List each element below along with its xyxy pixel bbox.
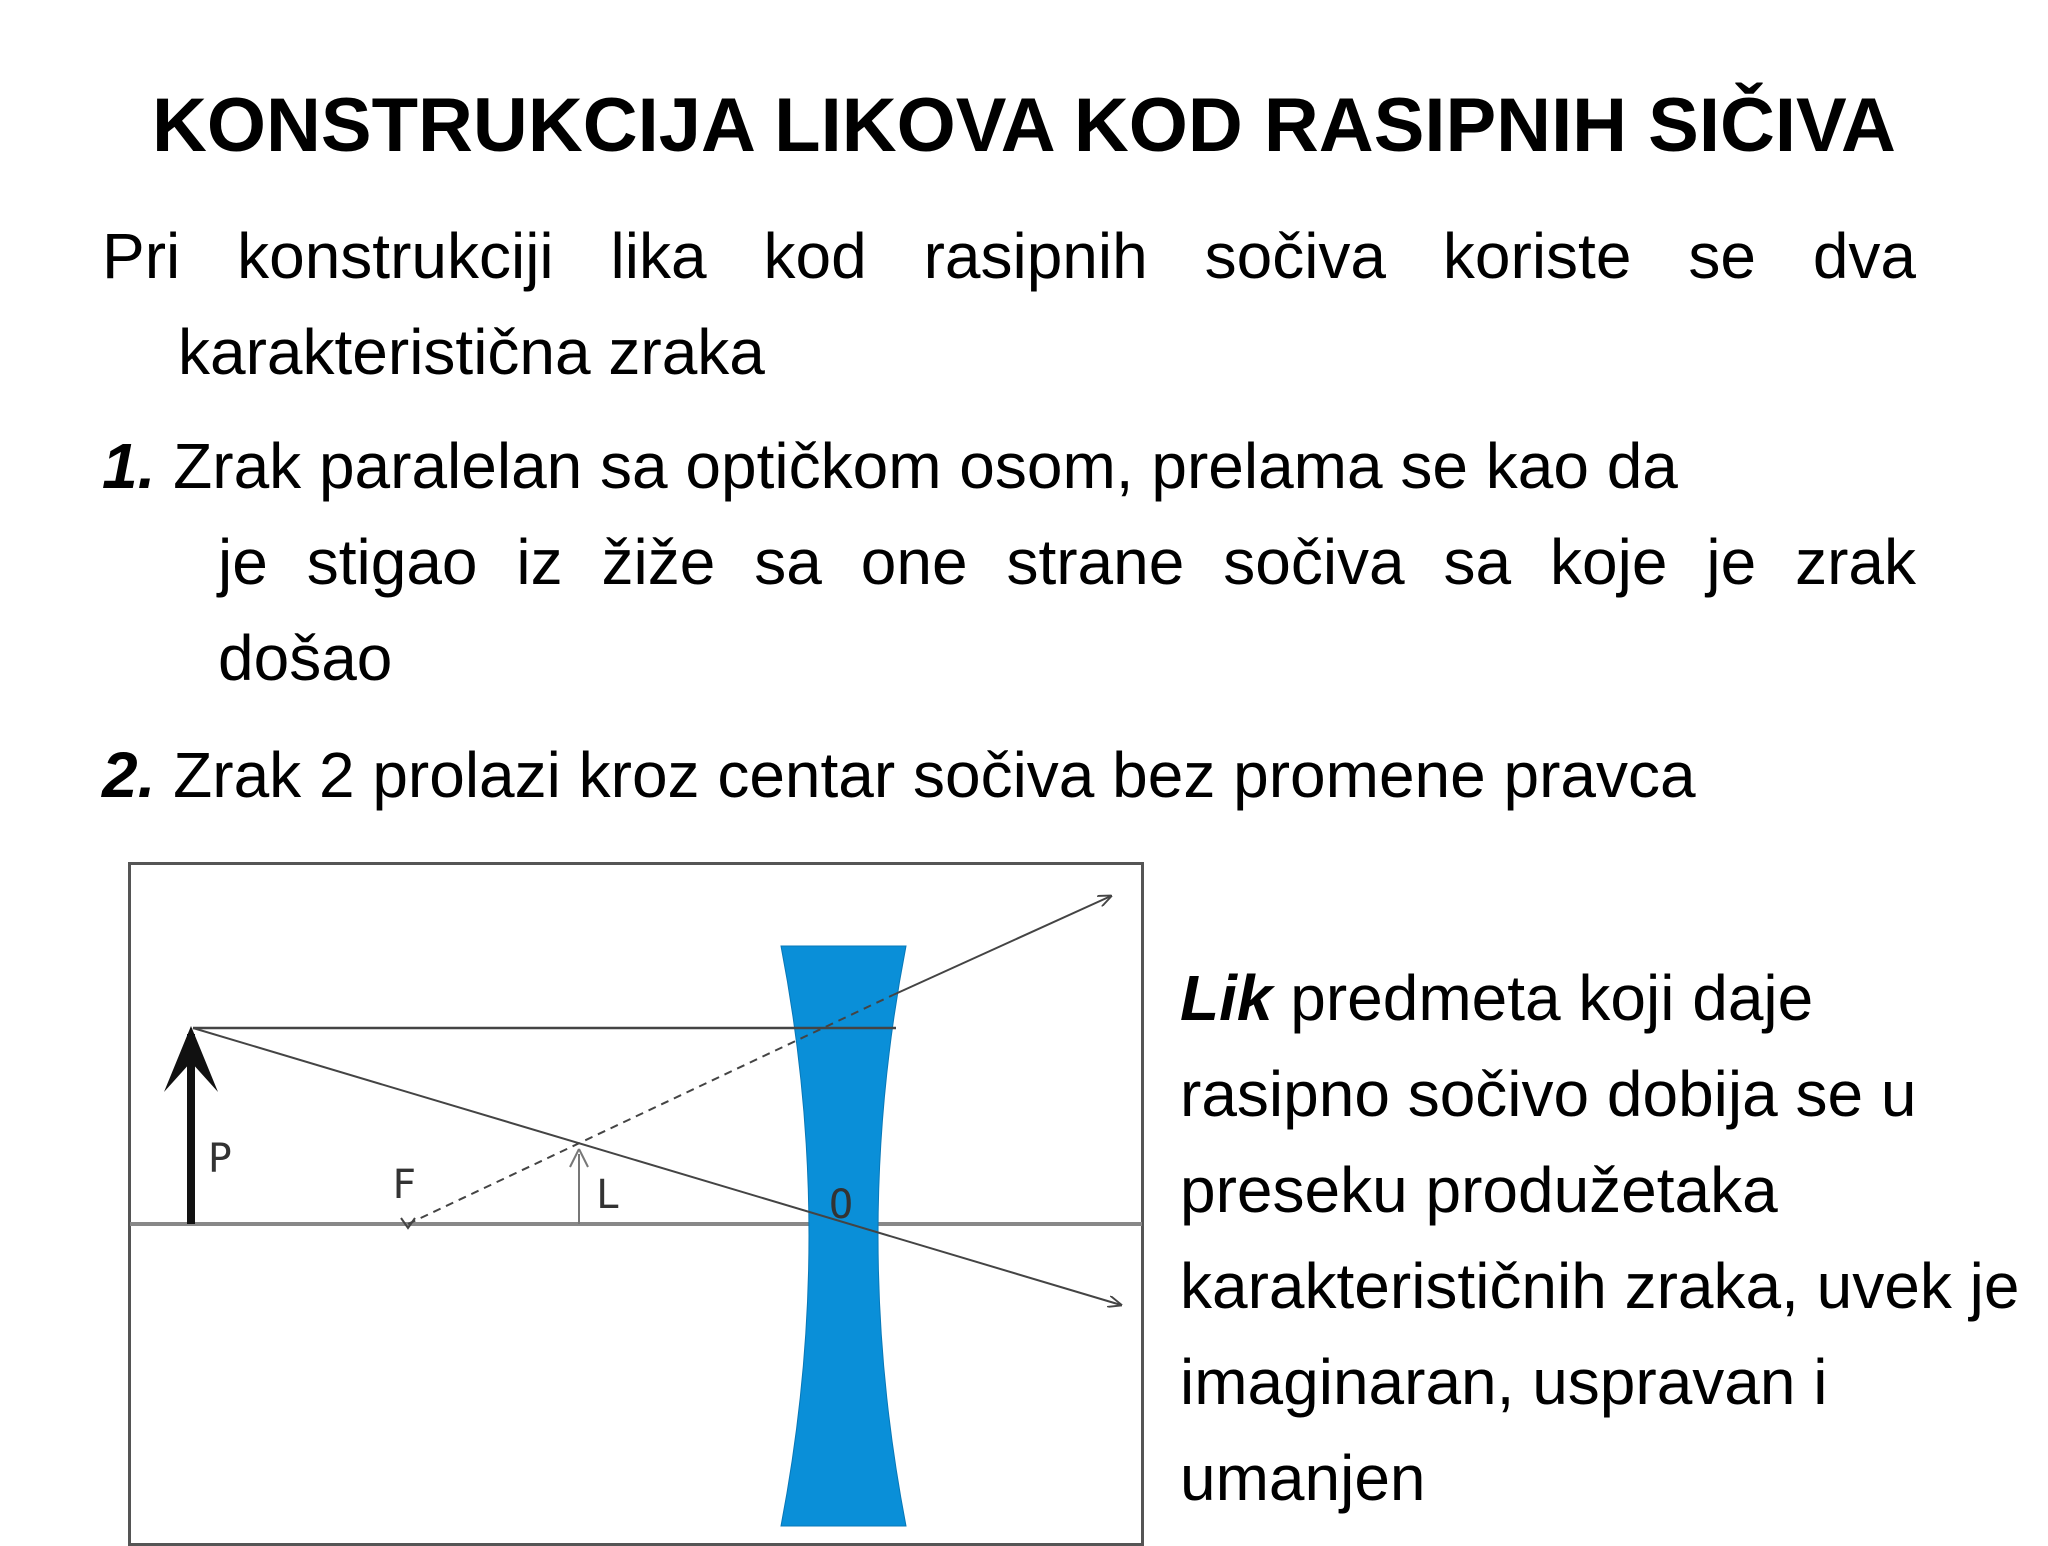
image-description-text: predmeta koji daje rasipno sočivo dobija se u preseku produžetaka karakterističnih zraka, uvek je imaginaran, uspravan i umanjen	[1180, 962, 2020, 1514]
image-description-lik: Lik	[1180, 962, 1273, 1034]
intro-line-2: karakteristična zraka	[178, 316, 765, 388]
rule-item-2-text: Zrak 2 prolazi kroz centar sočiva bez promene pravca	[155, 739, 1696, 811]
rule-item-2	[102, 727, 1916, 823]
diagram-svg	[128, 862, 1144, 1546]
label-center-o: O	[829, 1182, 854, 1228]
rule-item-1-number: 1.	[102, 430, 156, 502]
label-object-p: P	[208, 1136, 233, 1182]
rule-item-1-line-1	[102, 418, 1916, 514]
diagram-frame	[130, 864, 1143, 1545]
rule-item-1	[102, 418, 1916, 706]
intro-paragraph	[102, 208, 1916, 400]
label-focus-f: F	[392, 1162, 417, 1208]
slide-title: KONSTRUKCIJA LIKOVA KOD RASIPNIH SIČIVA	[152, 83, 1896, 168]
intro-line-1: Pri konstrukciji lika kod rasipnih sočiva koriste se dva	[102, 220, 1916, 292]
diverging-lens-diagram	[128, 862, 1144, 1546]
image-description	[1180, 950, 2020, 1526]
rule-item-1-line-3: došao	[218, 622, 393, 694]
rule-item-2-number: 2.	[102, 739, 156, 811]
rule-item-1-text: Zrak paralelan sa optičkom osom, prelama se kao da	[155, 430, 1678, 502]
rule-item-1-line-2: je stigao iz žiže sa one strane sočiva sa koje je zrak	[218, 526, 1916, 598]
label-image-l: L	[596, 1172, 621, 1218]
